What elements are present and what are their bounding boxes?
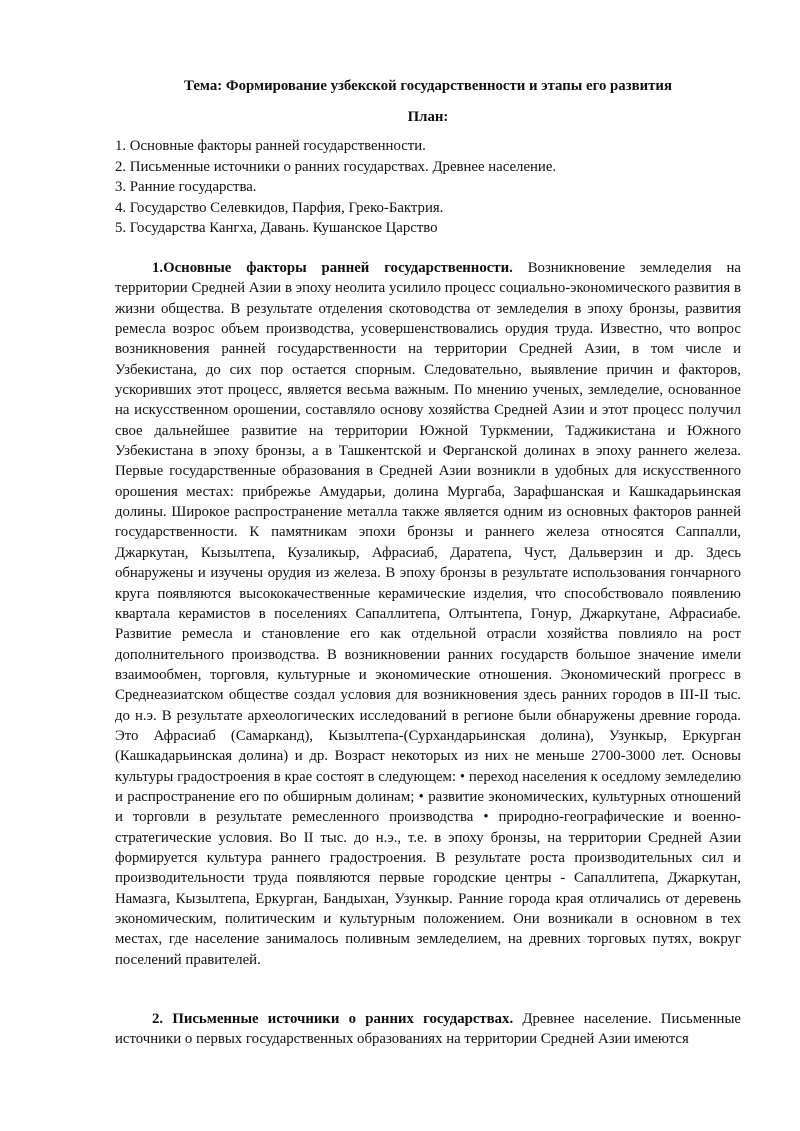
section-2-heading: 2. Письменные источники о ранних государствах.: [152, 1011, 514, 1027]
plan-item: 1. Основные факторы ранней государственности.: [115, 138, 426, 154]
section-2-paragraph: [115, 1009, 741, 1050]
section-1-heading: 1.Основные факторы ранней государственности.: [152, 260, 513, 276]
plan-item: 2. Письменные источники о ранних государствах. Древнее население.: [115, 158, 557, 175]
plan-item: 4. Государство Селевкидов, Парфия, Греко-Бактрия.: [115, 199, 444, 216]
section-1-text: Возникновение земледелия на территории Средней Азии в эпоху неолита усилило процесс социально-экономического развития в жизни общества. В результате отделения скотоводства от земледелия в эпоху бронзы, развития ремесла возрос объем производства, усовершенствовались орудия труда. Известно, что вопрос возникновения ранней государственности на территории Средней Азии, в том числе и Узбекистана, до сих пор остается спорным. Следовательно, выявление причин и факторов, ускоривших этот процесс, является весьма важным. По мнению ученых, земледелие, основанное на искусственном орошении, составляло основу хозяйства Средней Азии и этот процесс получил свое дальнейшее развитие на территории Южной Туркмении, Таджикистана и Южного Узбекистана в эпоху бронзы, а в Ташкентской и Ферганской долинах в эпоху раннего железа. Первые государственные образования в Средней Азии возникли в удобных для искусственного орошения местах: прибрежье Амударьи, долина Мургаба, Зарафшанская и Кашкадарьинская долины. Широкое распространение металла также является одним из основных факторов ранней государственности. К памятникам эпохи бронзы и раннего железа относятся Саппалли, Джаркутан, Кызылтепа, Кузаликыр, Афрасиаб, Даратепа, Чуст, Дальверзин и др. Здесь обнаружены и изучены орудия из железа. В эпоху бронзы в результате использования гончарного круга появляются высококачественные керамические изделия, что способствовало появлению квартала керамистов в поселениях Сапаллитепа, Олтынтепа, Гонур, Джаркутане, Афрасиабе. Развитие ремесла и становление его как отдельной отрасли хозяйства повлияло на рост дополнительного производства. В возникновении ранних государств большое значение имели взаимообмен, торговля, культурные и экономические отношения. Экономический прогресс в Среднеазиатском обществе создал условия для возникновения здесь ранних городов в III-II тыс. до н.э. В результате археологических исследований в регионе были обнаружены древние города. Это Афрасиаб (Самарканд), Кызылтепа-(Сурхандарьинская долина), Узункыр, Еркурган (Кашкадарьинская долина) и др. Возраст некоторых из них не меньше 2700-3000 лет. Основы культуры градостроения в крае состоят в следующем: • переход населения к оседлому земледелию и распространение его по обширным долинам; • развитие экономических, культурных отношений и торговли в результате ремесленного производства • природно-географические и военно-стратегические условия. Во II тыс. до н.э., т.е. в эпоху бронзы, на территории Средней Азии формируется культура раннего градостроения. В результате роста производительных сил и производительности труда появляются первые городские центры - Сапаллитепа, Джаркутан, Намазга, Кызылтепа, Еркурган, Бандыхан, Узункыр. Ранние города края отличались от деревень экономическим, политическим и культурным положением. Они возникали в основном в тех местах, где население занималось поливным земледелием, на древних торговых путях, вокруг поселений правителей.: [115, 260, 741, 968]
plan-heading: План:: [407, 109, 449, 125]
section-2-text: Древнее население. Письменные источники о первых государственных образованиях на территории Средней Азии имеются: [115, 1011, 741, 1048]
plan-item: 5. Государства Кангха, Давань. Кушанское Царство: [115, 220, 438, 236]
section-1-paragraph: [115, 258, 741, 970]
plan-list: [115, 136, 741, 239]
plan-item: 3. Ранние государства.: [115, 179, 257, 195]
document-title: Тема: Формирование узбекской государственности и этапы его развития: [184, 78, 672, 94]
